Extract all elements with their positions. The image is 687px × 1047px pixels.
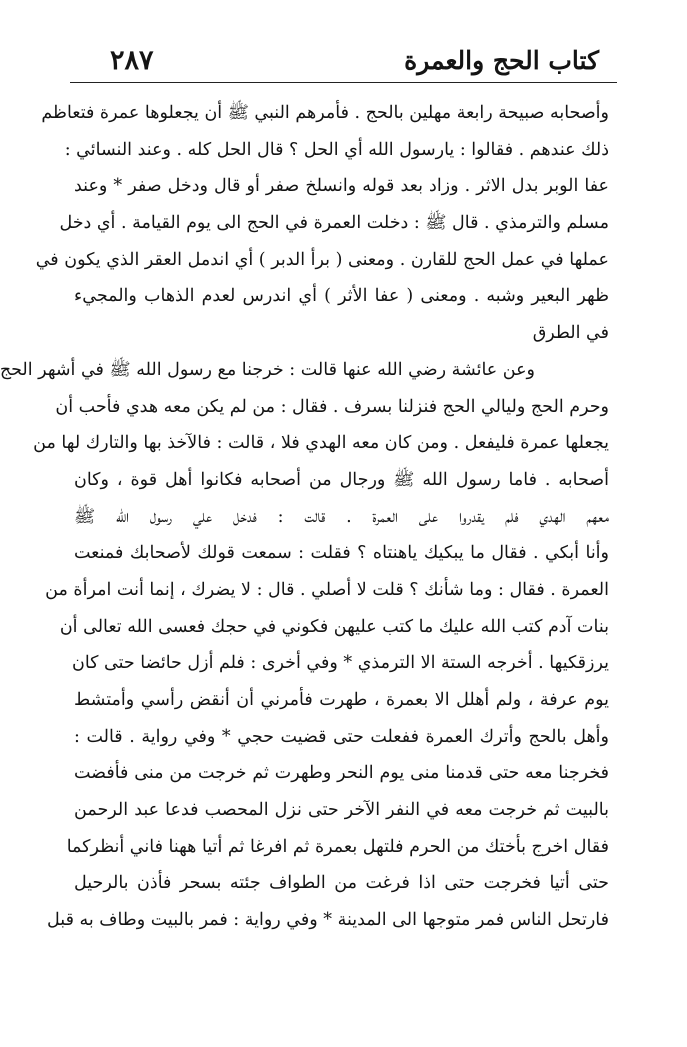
text-line: معهم الهدي فلم يقدروا على العمرة . قالت : فدخل علي رسول الله ﷺ xyxy=(74,506,609,527)
page-header xyxy=(110,38,599,82)
text-line: عفا الوبر بدل الاثر . وزاد بعد قوله وانسلخ صفر أو قال ودخل صفر * وعند xyxy=(74,176,609,197)
text-line: حتى أتيا فخرجت حتى اذا فرغت من الطواف جئته بسحر فأذن بالرحيل xyxy=(74,873,609,894)
text-line: بالبيت ثم خرجت معه في النفر الآخر حتى نزل المحصب فدعا عبد الرحمن xyxy=(74,800,609,821)
text-line: عملها في عمل الحج للقارن . ومعنى ( برأ الدبر ) أي اندمل العقر الذي يكون في xyxy=(35,249,609,270)
text-line: وأصحابه صبيحة رابعة مهلين بالحج . فأمرهم النبي ﷺ أن يجعلوها عمرة فتعاظم xyxy=(41,103,609,123)
text-line: العمرة . فقال : وما شأنك ؟ قلت لا أصلي . قال : لا يضرك ، إنما أنت امرأة من xyxy=(45,579,609,600)
text-line: أصحابه . فاما رسول الله ﷺ ورجال من أصحابه فكانوا أهل قوة ، وكان xyxy=(74,469,609,490)
running-title: كتاب الحج والعمرة xyxy=(404,45,599,75)
text-line: فارتحل الناس فمر متوجها الى المدينة * وفي رواية : فمر بالبيت وطاف به قبل xyxy=(47,910,609,931)
text-line: وأهل بالحج وأترك العمرة ففعلت حتى قضيت حجي * وفي رواية . قالت : xyxy=(74,726,609,747)
text-line: يوم عرفة ، ولم أهلل الا بعمرة ، طهرت فأمرني أن أنقض رأسي وأمتشط xyxy=(74,690,609,710)
text-line: يجعلها عمرة فليفعل . ومن كان معه الهدي فلا ، قالت : فالآخذ بها والتارك لها من xyxy=(33,433,609,454)
header-rule xyxy=(70,82,617,83)
text-line: فخرجنا معه حتى قدمنا منى يوم النحر وطهرت ثم خرجت من منى فأفضت xyxy=(74,763,609,784)
page-number: ٢٨٧ xyxy=(110,44,154,76)
text-line: يرزقكيها . أخرجه الستة الا الترمذي * وفي أخرى : فلم أزل حائضا حتى كان xyxy=(71,653,609,674)
text-line: في الطرق xyxy=(532,323,609,344)
text-line: بنات آدم كتب الله عليك ما كتب عليهن فكوني في حجك فعسى الله تعالى أن xyxy=(59,616,609,637)
text-line: فقال اخرج بأختك من الحرم فلتهل بعمرة ثم افرغا ثم أتيا ههنا فاني أنظركما xyxy=(66,836,609,857)
text-line: مسلم والترمذي . قال ﷺ : دخلت العمرة في الحج الى يوم القيامة . أي دخل xyxy=(59,213,609,234)
text-line: ذلك عندهم . فقالوا : يارسول الله أي الحل ؟ قال الحل كله . وعند النسائي : xyxy=(64,139,609,160)
text-line: وحرم الحج وليالي الحج فنزلنا بسرف . فقال : من لم يكن معه هدي فأحب أن xyxy=(55,396,609,417)
text-line: وأنا أبكي . فقال ما يبكيك ياهنتاه ؟ فقلت : سمعت قولك لأصحابك فمنعت xyxy=(74,543,609,564)
text-body xyxy=(0,95,609,939)
text-line: وعن عائشة رضي الله عنها قالت : خرجنا مع رسول الله ﷺ في أشهر الحج xyxy=(0,359,535,380)
text-line: ظهر البعير وشبه . ومعنى ( عفا الأثر ) أي اندرس لعدم الذهاب والمجيء xyxy=(74,286,609,307)
